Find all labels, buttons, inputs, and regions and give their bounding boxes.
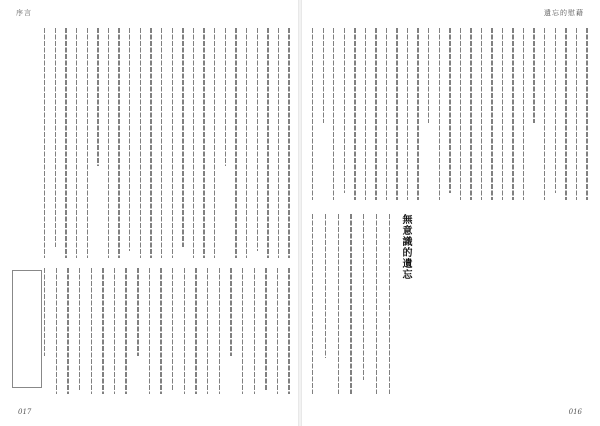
text-line [407, 28, 408, 200]
text-line [389, 214, 390, 394]
text-line [386, 28, 387, 200]
text-line [428, 28, 429, 123]
text-line [44, 28, 45, 258]
text-line [312, 214, 313, 394]
text-line [150, 28, 151, 258]
text-line [265, 268, 266, 391]
text-line [195, 268, 196, 394]
text-line [354, 28, 355, 200]
left-lower-text-block [44, 268, 290, 394]
text-line [91, 268, 92, 394]
text-line [586, 28, 587, 200]
left-page-number: 017 [18, 408, 32, 416]
text-line [396, 28, 397, 200]
text-line [363, 214, 364, 380]
text-line [242, 268, 243, 394]
text-line [140, 28, 141, 258]
text-line [512, 28, 513, 200]
text-line [182, 28, 183, 247]
text-line [523, 28, 524, 200]
text-line [76, 28, 77, 258]
text-line [67, 268, 68, 394]
text-line [172, 268, 173, 391]
text-line [267, 28, 268, 258]
text-line [203, 28, 204, 258]
text-line [160, 268, 161, 394]
text-line [417, 28, 418, 200]
text-line [225, 28, 226, 166]
text-line [325, 214, 326, 358]
text-line [470, 28, 471, 200]
text-line [544, 28, 545, 200]
left-page [0, 0, 298, 426]
text-line [56, 268, 57, 394]
text-line [365, 28, 366, 200]
text-line [277, 268, 278, 394]
text-line [257, 28, 258, 251]
text-line [114, 268, 115, 394]
text-line [565, 28, 566, 200]
right-page-number: 016 [568, 408, 582, 416]
right-page [302, 0, 600, 426]
text-line [288, 28, 289, 258]
text-line [555, 28, 556, 193]
section-heading: 無意識的遺忘 [400, 214, 411, 280]
text-line [65, 28, 66, 258]
text-line [97, 28, 98, 166]
text-line [323, 28, 324, 123]
text-line [481, 28, 482, 200]
text-line [214, 28, 215, 258]
text-line [533, 28, 534, 123]
text-line [254, 268, 255, 394]
text-line [79, 268, 80, 391]
text-line [502, 28, 503, 200]
text-line [460, 28, 461, 200]
left-note-box [12, 270, 42, 388]
text-line [439, 28, 440, 200]
text-line [137, 268, 138, 356]
text-line [338, 214, 339, 394]
text-line [184, 268, 185, 394]
text-line [312, 28, 313, 200]
text-line [172, 28, 173, 258]
text-line [235, 28, 236, 258]
text-line [375, 28, 376, 200]
text-line [193, 28, 194, 258]
right-upper-text-block [312, 28, 588, 200]
text-line [288, 268, 289, 394]
right-running-head: 遺忘的慰藉 [544, 9, 584, 17]
text-line [161, 28, 162, 258]
text-line [125, 268, 126, 394]
text-line [449, 28, 450, 193]
text-line [576, 28, 577, 200]
text-line [230, 268, 231, 356]
text-line [44, 268, 45, 356]
text-line [118, 28, 119, 258]
text-line [278, 28, 279, 258]
text-line [350, 214, 351, 394]
text-line [207, 268, 208, 394]
left-upper-text-block [44, 28, 290, 258]
text-line [102, 268, 103, 394]
left-running-head: 序言 [16, 9, 32, 17]
text-line [149, 268, 150, 394]
text-line [219, 268, 220, 394]
text-line [333, 28, 334, 200]
text-line [246, 28, 247, 258]
text-line [376, 214, 377, 394]
text-line [87, 28, 88, 258]
right-lower-text-block [312, 214, 390, 394]
text-line [344, 28, 345, 193]
text-line [55, 28, 56, 247]
text-line [491, 28, 492, 200]
text-line [108, 28, 109, 258]
text-line [129, 28, 130, 251]
